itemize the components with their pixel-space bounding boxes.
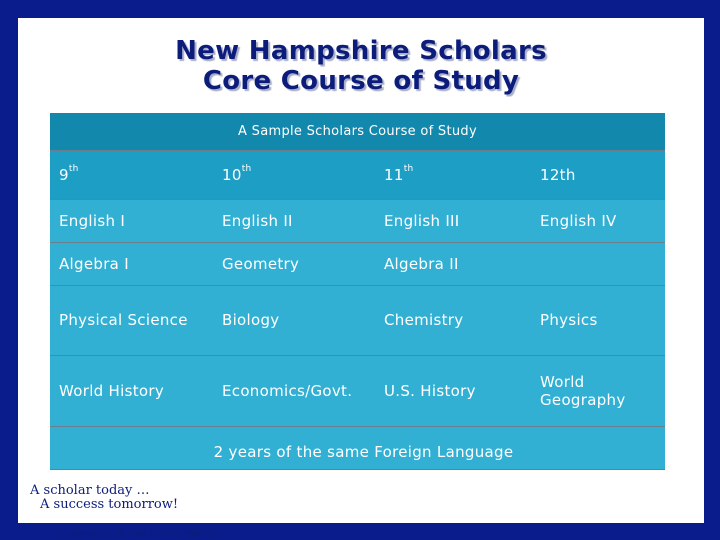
grade-header-10: 10th: [213, 150, 375, 199]
tagline-line-2: A success tomorrow!: [40, 497, 179, 512]
table-caption-row: [50, 113, 665, 150]
slide-title: [18, 36, 704, 96]
table-cell: Physics: [531, 285, 665, 355]
grade-header-9: 9th: [50, 150, 213, 199]
table-cell: U.S. History: [375, 355, 531, 426]
grade-header-12: 12th: [531, 150, 665, 199]
foreign-language-cell: 2 years of the same Foreign Language: [50, 426, 665, 469]
table-cell: English III: [375, 199, 531, 242]
slide: [18, 18, 704, 537]
table-cell: English IV: [531, 199, 665, 242]
title-line-1: New Hampshire Scholars: [175, 36, 547, 66]
tagline: [30, 484, 178, 512]
table-cell: [531, 242, 665, 285]
table-cell: World Geography: [531, 355, 665, 426]
table-cell: World History: [50, 355, 213, 426]
table-cell: Biology: [213, 285, 375, 355]
course-table: [50, 113, 665, 470]
title-line-2: Core Course of Study: [202, 66, 520, 96]
table-caption: A Sample Scholars Course of Study: [50, 113, 665, 150]
table-cell: English II: [213, 199, 375, 242]
table-cell: Economics/Govt.: [213, 355, 375, 426]
table-cell: Algebra I: [50, 242, 213, 285]
table-row: [50, 355, 665, 426]
grade-header-row: [50, 150, 665, 199]
table-cell: Algebra II: [375, 242, 531, 285]
copyright-notice: © Copyright 2006 State Scholars Initiative: [58, 527, 216, 537]
grade-header-11: 11th: [375, 150, 531, 199]
table-row: [50, 199, 665, 242]
table-cell: Chemistry: [375, 285, 531, 355]
table-cell: Physical Science: [50, 285, 213, 355]
table-row: [50, 285, 665, 355]
table-row: [50, 242, 665, 285]
table-cell: English I: [50, 199, 213, 242]
tagline-line-1: A scholar today …: [30, 483, 150, 498]
table-cell: Geometry: [213, 242, 375, 285]
foreign-language-row: [50, 426, 665, 469]
